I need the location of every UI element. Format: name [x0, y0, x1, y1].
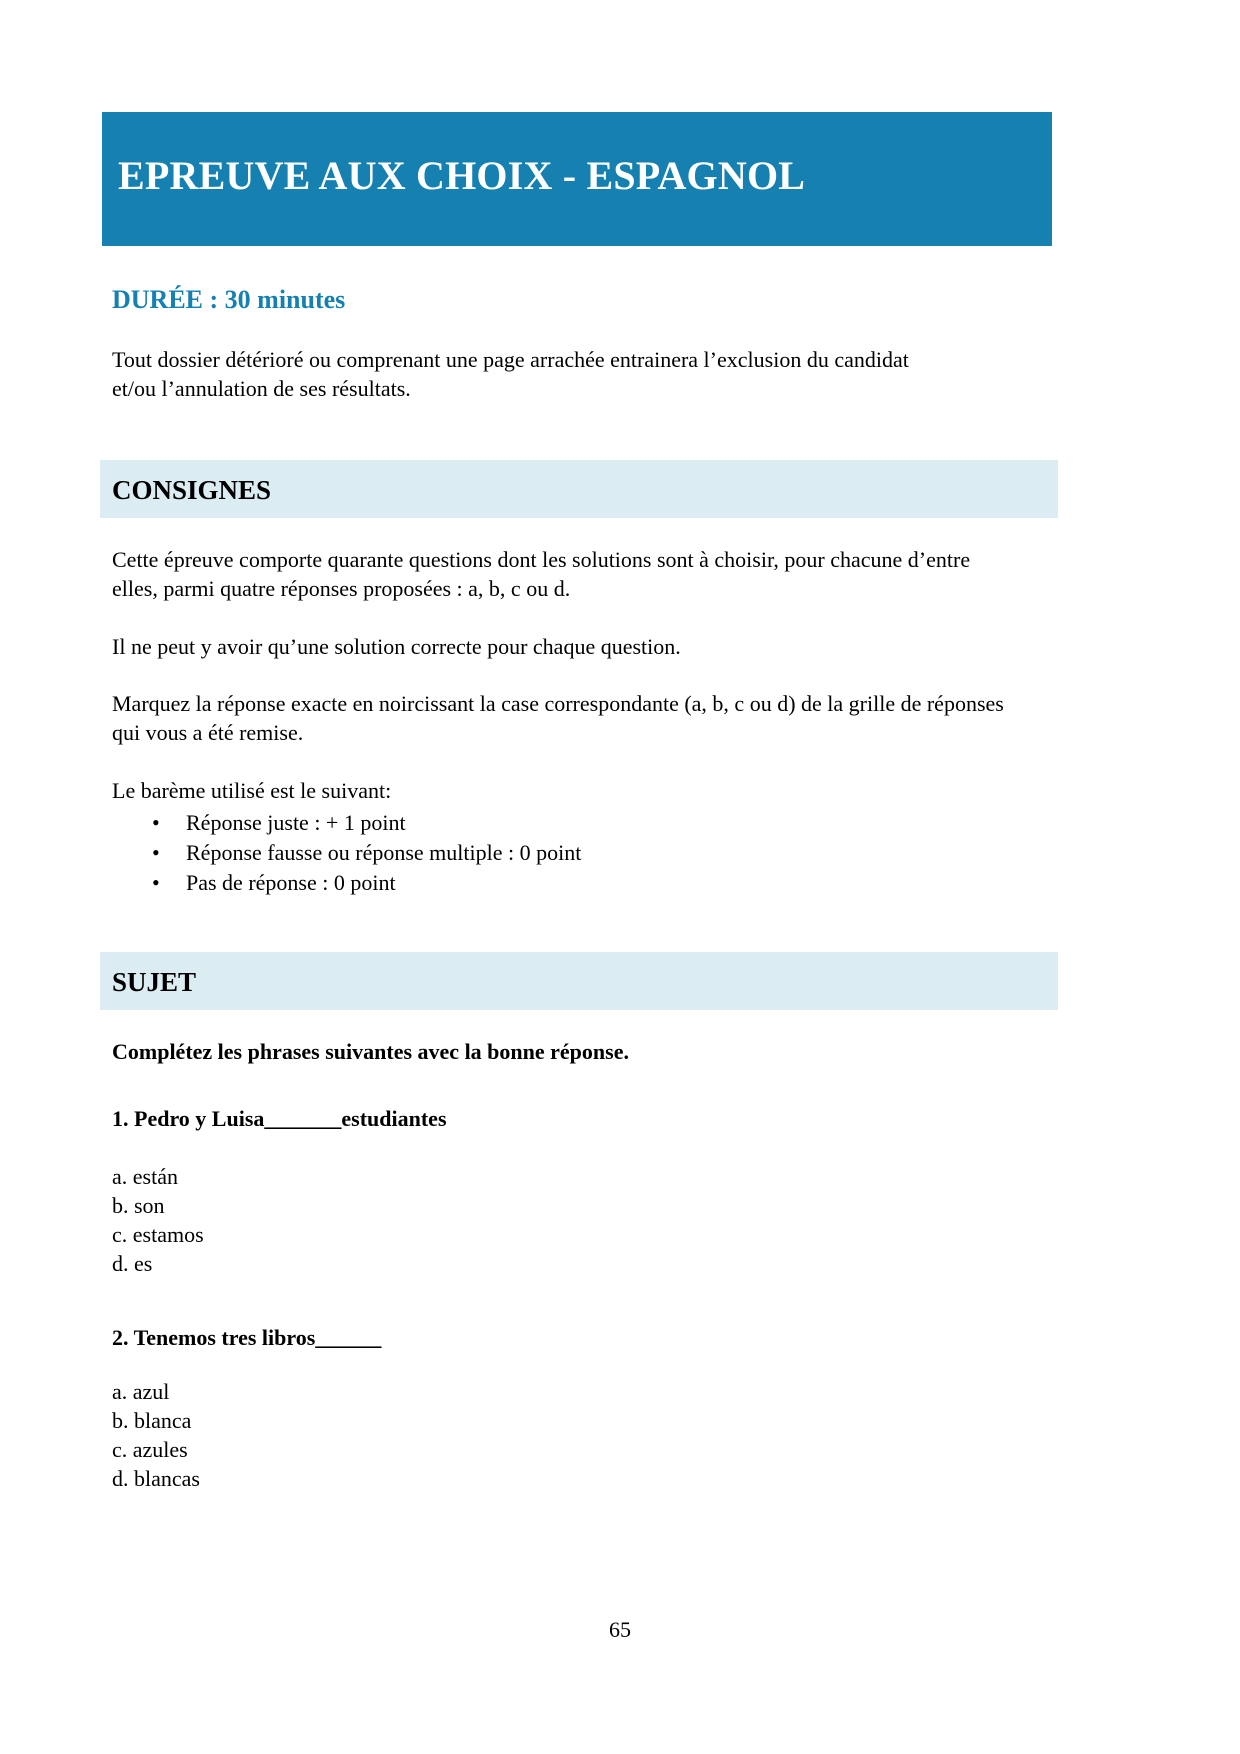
- page-number: 65: [609, 1617, 631, 1642]
- sujet-section-header: [100, 952, 1058, 1010]
- question-1-prompt: 1. Pedro y Luisa_______estudiantes: [112, 1106, 447, 1131]
- bareme-item-text: Réponse juste : + 1 point: [186, 810, 406, 835]
- consignes-p1-line-1: Cette épreuve comporte quarante questions dont les solutions sont à choisir, pour chacune d’entre: [112, 547, 971, 572]
- bareme-intro-text: Le barème utilisé est le suivant:: [112, 778, 392, 803]
- answer-option: d. es: [112, 1251, 153, 1276]
- sujet-heading: SUJET: [112, 967, 197, 997]
- consignes-p1-line-2: elles, parmi quatre réponses proposées : a, b, c ou d.: [112, 576, 571, 601]
- warning-line-2: et/ou l’annulation de ses résultats.: [112, 376, 411, 401]
- bullet-icon: •: [152, 870, 160, 895]
- consignes-paragraph-3: [112, 689, 1132, 747]
- consignes-heading: CONSIGNES: [112, 475, 272, 505]
- page-title: EPREUVE AUX CHOIX - ESPAGNOL: [118, 153, 806, 198]
- sujet-instruction: Complétez les phrases suivantes avec la bonne réponse.: [112, 1039, 629, 1064]
- question-2-options: [112, 1377, 200, 1493]
- bareme-item: [112, 838, 581, 868]
- answer-option: c. azules: [112, 1437, 188, 1462]
- bareme-item-text: Réponse fausse ou réponse multiple : 0 point: [186, 840, 582, 865]
- bullet-icon: •: [152, 810, 160, 835]
- question-1-options: [112, 1162, 204, 1278]
- bareme-list: [112, 808, 581, 898]
- bareme-item: [112, 868, 581, 898]
- answer-option: b. son: [112, 1193, 165, 1218]
- consignes-paragraph-2: [112, 632, 1132, 661]
- answer-option: a. están: [112, 1164, 178, 1189]
- answer-option: b. blanca: [112, 1408, 192, 1433]
- bareme-item-text: Pas de réponse : 0 point: [186, 870, 396, 895]
- answer-option: d. blancas: [112, 1466, 200, 1491]
- exam-duration: DURÉE : 30 minutes: [112, 285, 346, 314]
- consignes-p2: Il ne peut y avoir qu’une solution correcte pour chaque question.: [112, 634, 681, 659]
- question-2-prompt: 2. Tenemos tres libros______: [112, 1325, 382, 1350]
- consignes-p3-line-1: Marquez la réponse exacte en noircissant la case correspondante (a, b, c ou d) de la grille de réponses: [112, 691, 1004, 716]
- warning-line-1: Tout dossier détérioré ou comprenant une page arrachée entrainera l’exclusion du candidat: [112, 347, 909, 372]
- bareme-intro: [112, 776, 1132, 805]
- consignes-section-header: [100, 460, 1058, 518]
- consignes-paragraph-1: [112, 545, 1132, 603]
- answer-option: a. azul: [112, 1379, 170, 1404]
- title-banner: [102, 112, 1052, 246]
- bullet-icon: •: [152, 840, 160, 865]
- bareme-item: [112, 808, 581, 838]
- answer-option: c. estamos: [112, 1222, 204, 1247]
- warning-paragraph: [112, 345, 1132, 403]
- consignes-p3-line-2: qui vous a été remise.: [112, 720, 304, 745]
